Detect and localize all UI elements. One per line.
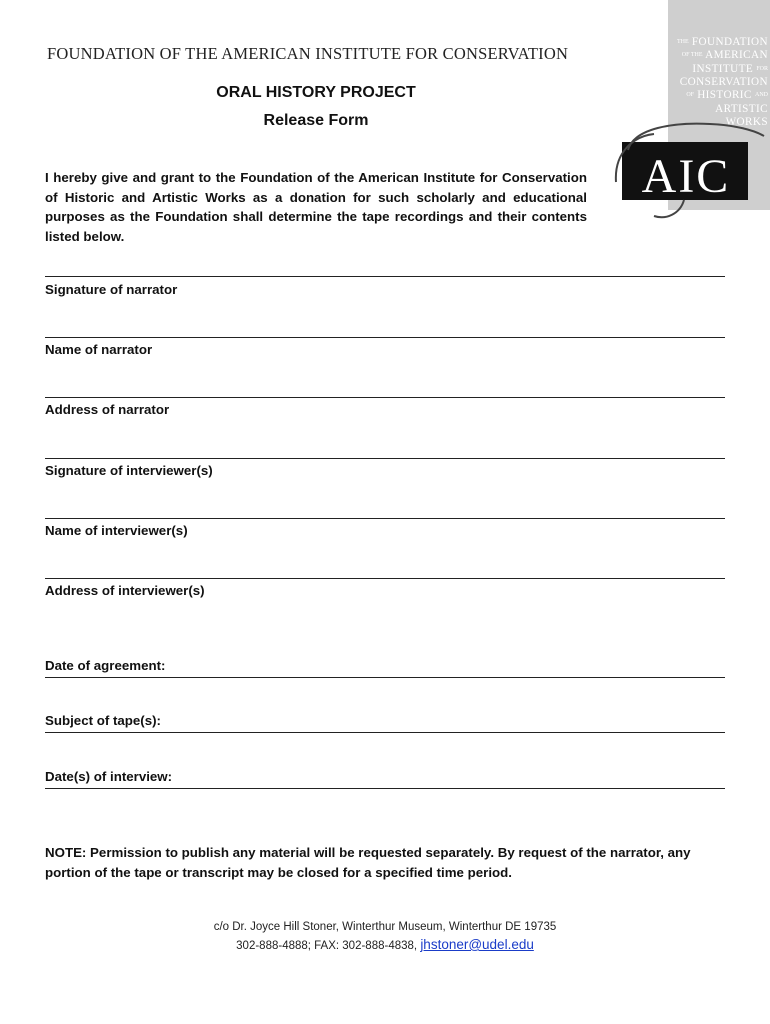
address-interviewer-label: Address of interviewer(s): [45, 583, 205, 598]
organization-header: FOUNDATION OF THE AMERICAN INSTITUTE FOR CONSERVATION: [47, 44, 569, 63]
logo-word: AMERICAN: [705, 49, 768, 62]
address-narrator-line[interactable]: [45, 397, 725, 398]
footer-contact: [0, 937, 770, 952]
logo-wordmark: [670, 36, 768, 129]
logo-word: CONSERVATION: [679, 76, 768, 89]
address-interviewer-line[interactable]: [45, 578, 725, 579]
date-agreement-line[interactable]: [45, 677, 725, 678]
grant-statement: I hereby give and grant to the Foundation of the American Institute for Conservation of Historic and Artistic Works as a donation for such scholarly and educational purposes as the Foundation shall determine the tape recordings and their contents listed below.: [45, 170, 587, 244]
name-narrator-label: Name of narrator: [45, 342, 153, 357]
subject-tapes-label: Subject of tape(s):: [45, 713, 161, 728]
permission-note: NOTE: Permission to publish any material will be requested separately. By request of the narrator, any portion of the tape or transcript may be closed for a specified time period.: [45, 845, 691, 880]
name-narrator-line[interactable]: [45, 337, 725, 338]
signature-narrator-line[interactable]: [45, 276, 725, 277]
form-title: Release Form: [263, 112, 369, 129]
subject-tapes-line[interactable]: [45, 732, 725, 733]
logo-word: FOR: [756, 65, 768, 72]
date-agreement-label: Date of agreement:: [45, 658, 166, 673]
signature-interviewer-label: Signature of interviewer(s): [45, 463, 213, 478]
footer-phone-fax: 302-888-4888; FAX: 302-888-4838,: [236, 940, 418, 952]
faic-logo: [614, 0, 770, 210]
email-link[interactable]: jhstoner@udel.edu: [420, 937, 534, 952]
logo-word: HISTORIC: [697, 89, 752, 102]
logo-word: OF: [686, 92, 694, 99]
logo-word: FOUNDATION: [691, 36, 768, 49]
signature-interviewer-line[interactable]: [45, 458, 725, 459]
logo-word: INSTITUTE: [692, 62, 754, 75]
footer-address: c/o Dr. Joyce Hill Stoner, Winterthur Museum, Winterthur DE 19735: [213, 921, 557, 933]
aic-monogram-text: AIC: [641, 150, 731, 203]
name-interviewer-label: Name of interviewer(s): [45, 523, 188, 538]
address-narrator-label: Address of narrator: [45, 402, 170, 417]
dates-interview-line[interactable]: [45, 788, 725, 789]
signature-narrator-label: Signature of narrator: [45, 282, 178, 297]
logo-word: ARTISTIC WORKS: [715, 102, 768, 128]
aic-monogram-icon: [614, 122, 770, 222]
logo-word: AND: [755, 92, 768, 99]
logo-word: THE: [677, 39, 689, 45]
logo-word: OF THE: [681, 52, 703, 59]
project-title: ORAL HISTORY PROJECT: [216, 84, 416, 101]
name-interviewer-line[interactable]: [45, 518, 725, 519]
dates-interview-label: Date(s) of interview:: [45, 769, 173, 784]
